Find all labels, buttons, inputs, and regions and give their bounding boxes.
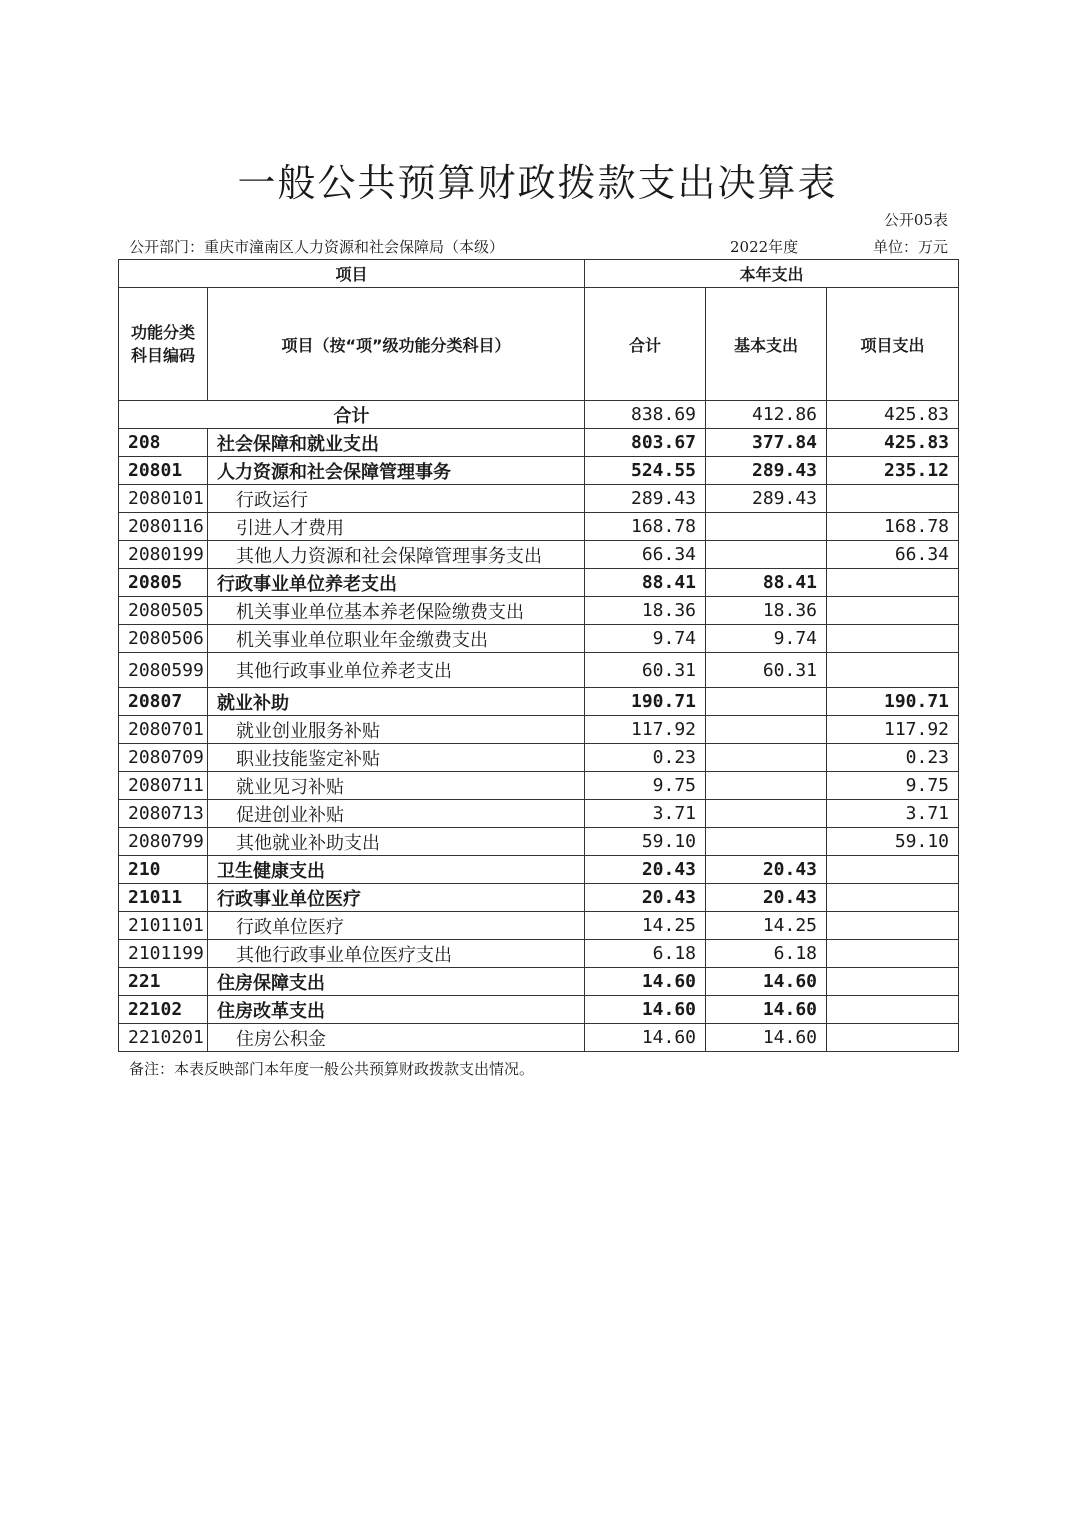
row-total: 66.34 (585, 541, 706, 569)
row-project: 168.78 (827, 513, 959, 541)
row-basic (706, 716, 827, 744)
row-project: 117.92 (827, 716, 959, 744)
row-total: 524.55 (585, 457, 706, 485)
row-code: 2080199 (119, 541, 208, 569)
table-row (119, 912, 959, 940)
row-code: 208 (119, 429, 208, 457)
year-label: 2022年度 (730, 238, 799, 256)
row-basic: 377.84 (706, 429, 827, 457)
row-name: 行政事业单位养老支出 (208, 569, 585, 597)
header-code: 功能分类科目编码 (119, 288, 208, 401)
row-total: 190.71 (585, 688, 706, 716)
row-basic: 88.41 (706, 569, 827, 597)
table-row (119, 716, 959, 744)
row-project (827, 485, 959, 513)
page-title: 一般公共预算财政拨款支出决算表 (237, 161, 838, 205)
table-row (119, 569, 959, 597)
row-name: 就业见习补贴 (208, 772, 585, 800)
row-code: 2080709 (119, 744, 208, 772)
row-name: 住房公积金 (208, 1024, 585, 1052)
row-total: 88.41 (585, 569, 706, 597)
row-basic: 20.43 (706, 856, 827, 884)
row-code: 2080505 (119, 597, 208, 625)
header-current-year-expense: 本年支出 (585, 260, 959, 288)
row-code: 2101199 (119, 940, 208, 968)
table-row (119, 1024, 959, 1052)
header-row-sub (119, 288, 959, 401)
row-name: 机关事业单位基本养老保险缴费支出 (208, 597, 585, 625)
row-project (827, 856, 959, 884)
row-code: 221 (119, 968, 208, 996)
table-row (119, 968, 959, 996)
table-row (119, 485, 959, 513)
table-row (119, 457, 959, 485)
row-project: 3.71 (827, 800, 959, 828)
table-row (119, 772, 959, 800)
row-total: 20.43 (585, 856, 706, 884)
table-row (119, 884, 959, 912)
row-code: 22102 (119, 996, 208, 1024)
header-basic: 基本支出 (706, 288, 827, 401)
row-name: 其他就业补助支出 (208, 828, 585, 856)
unit-label: 单位：万元 (872, 238, 948, 256)
row-name: 就业补助 (208, 688, 585, 716)
row-basic (706, 800, 827, 828)
row-total: 289.43 (585, 485, 706, 513)
row-project (827, 597, 959, 625)
row-basic: 6.18 (706, 940, 827, 968)
row-project (827, 996, 959, 1024)
row-basic (706, 772, 827, 800)
row-name: 卫生健康支出 (208, 856, 585, 884)
table-row (119, 800, 959, 828)
row-code: 2080506 (119, 625, 208, 653)
row-total: 6.18 (585, 940, 706, 968)
row-total: 18.36 (585, 597, 706, 625)
row-project: 9.75 (827, 772, 959, 800)
row-total: 9.75 (585, 772, 706, 800)
row-total: 168.78 (585, 513, 706, 541)
table-row (119, 744, 959, 772)
budget-table (118, 259, 959, 1052)
row-project: 190.71 (827, 688, 959, 716)
row-name: 人力资源和社会保障管理事务 (208, 457, 585, 485)
row-project: 0.23 (827, 744, 959, 772)
row-total: 3.71 (585, 800, 706, 828)
row-basic: 289.43 (706, 457, 827, 485)
total-row (119, 401, 959, 429)
header-row-top (119, 260, 959, 288)
row-project (827, 968, 959, 996)
row-code: 20801 (119, 457, 208, 485)
row-code: 210 (119, 856, 208, 884)
row-basic (706, 513, 827, 541)
row-project (827, 625, 959, 653)
row-project: 59.10 (827, 828, 959, 856)
header-name: 项目（按“项”级功能分类科目） (208, 288, 585, 401)
row-code: 2080713 (119, 800, 208, 828)
footnote: 备注：本表反映部门本年度一般公共预算财政拨款支出情况。 (129, 1060, 535, 1078)
row-basic: 14.60 (706, 1024, 827, 1052)
row-name: 机关事业单位职业年金缴费支出 (208, 625, 585, 653)
row-basic (706, 688, 827, 716)
table-id: 公开05表 (883, 211, 948, 229)
row-name: 社会保障和就业支出 (208, 429, 585, 457)
row-code: 2101101 (119, 912, 208, 940)
row-total: 14.60 (585, 1024, 706, 1052)
row-basic: 14.60 (706, 996, 827, 1024)
total-row-project: 425.83 (827, 401, 959, 429)
row-project (827, 884, 959, 912)
row-name: 行政单位医疗 (208, 912, 585, 940)
row-total: 14.25 (585, 912, 706, 940)
row-basic: 14.60 (706, 968, 827, 996)
row-total: 9.74 (585, 625, 706, 653)
row-basic: 9.74 (706, 625, 827, 653)
department-label: 公开部门：重庆市潼南区人力资源和社会保障局（本级） (129, 238, 505, 256)
row-code: 2080799 (119, 828, 208, 856)
table-row (119, 856, 959, 884)
row-total: 117.92 (585, 716, 706, 744)
row-basic: 289.43 (706, 485, 827, 513)
row-total: 20.43 (585, 884, 706, 912)
table-row (119, 429, 959, 457)
row-basic: 18.36 (706, 597, 827, 625)
table-row (119, 513, 959, 541)
row-project (827, 940, 959, 968)
table-row (119, 625, 959, 653)
row-code: 21011 (119, 884, 208, 912)
row-name: 其他人力资源和社会保障管理事务支出 (208, 541, 585, 569)
row-basic (706, 541, 827, 569)
row-total: 60.31 (585, 653, 706, 688)
row-total: 14.60 (585, 968, 706, 996)
table-row (119, 597, 959, 625)
row-basic: 20.43 (706, 884, 827, 912)
total-row-total: 838.69 (585, 401, 706, 429)
row-code: 2080599 (119, 653, 208, 688)
row-name: 职业技能鉴定补贴 (208, 744, 585, 772)
row-name: 促进创业补贴 (208, 800, 585, 828)
row-total: 803.67 (585, 429, 706, 457)
row-name: 其他行政事业单位养老支出 (208, 653, 585, 688)
table-row (119, 996, 959, 1024)
total-row-label: 合计 (119, 401, 585, 429)
row-name: 引进人才费用 (208, 513, 585, 541)
table-row (119, 653, 959, 688)
row-code: 2080116 (119, 513, 208, 541)
row-name: 就业创业服务补贴 (208, 716, 585, 744)
table-row (119, 940, 959, 968)
row-total: 59.10 (585, 828, 706, 856)
row-name: 住房改革支出 (208, 996, 585, 1024)
row-name: 其他行政事业单位医疗支出 (208, 940, 585, 968)
row-code: 20805 (119, 569, 208, 597)
table-row (119, 828, 959, 856)
row-name: 住房保障支出 (208, 968, 585, 996)
row-code: 2080101 (119, 485, 208, 513)
header-total: 合计 (585, 288, 706, 401)
row-project (827, 569, 959, 597)
header-project-expense: 项目支出 (827, 288, 959, 401)
row-project: 425.83 (827, 429, 959, 457)
row-basic (706, 828, 827, 856)
row-code: 2080711 (119, 772, 208, 800)
row-code: 2080701 (119, 716, 208, 744)
row-name: 行政运行 (208, 485, 585, 513)
row-name: 行政事业单位医疗 (208, 884, 585, 912)
row-project (827, 653, 959, 688)
row-total: 14.60 (585, 996, 706, 1024)
table-row (119, 541, 959, 569)
row-basic (706, 744, 827, 772)
row-code: 20807 (119, 688, 208, 716)
header-project: 项目 (119, 260, 585, 288)
row-project (827, 1024, 959, 1052)
row-project: 235.12 (827, 457, 959, 485)
row-project: 66.34 (827, 541, 959, 569)
row-code: 2210201 (119, 1024, 208, 1052)
total-row-basic: 412.86 (706, 401, 827, 429)
row-basic: 60.31 (706, 653, 827, 688)
row-basic: 14.25 (706, 912, 827, 940)
table-row (119, 688, 959, 716)
row-total: 0.23 (585, 744, 706, 772)
row-project (827, 912, 959, 940)
